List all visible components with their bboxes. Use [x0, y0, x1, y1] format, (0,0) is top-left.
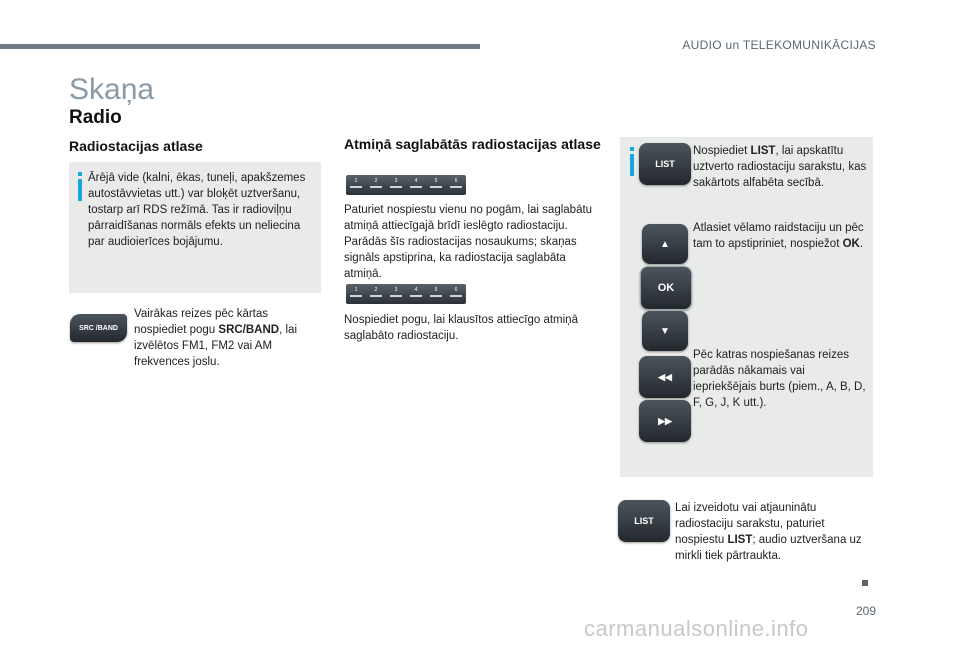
text-part: .: [859, 238, 864, 250]
preset-mark: [390, 295, 402, 297]
end-marker: [862, 580, 868, 586]
info-icon: [630, 154, 634, 176]
text-part: ; audio uztveršana uz mirkli tiek pārtraukta.: [675, 534, 862, 562]
ok-button-label: OK: [657, 282, 675, 294]
preset-6: [450, 287, 462, 297]
preset-mark: [370, 186, 382, 188]
rewind-button: [639, 356, 691, 398]
page-number: 209: [855, 604, 876, 618]
info-box: [69, 162, 321, 293]
src-band-text: [134, 306, 314, 370]
preset-mark: [410, 295, 422, 297]
text-part: , lai izvēlētos FM1, FM2 vai AM frekvences joslu.: [134, 324, 298, 368]
fast-forward-button: [639, 400, 691, 442]
up-arrow-button: [642, 224, 688, 264]
preset-4: [410, 178, 422, 188]
preset-mark: [450, 295, 462, 297]
preset-mark: [430, 186, 442, 188]
list-update-text: [675, 500, 873, 564]
text-part: Lai izveidotu vai atjauninātu radiostaciju sarakstu, paturiet nospiestu: [675, 502, 825, 546]
section-title: AUDIO un TELEKOMUNIKĀCIJAS: [682, 38, 876, 52]
ok-button: [640, 266, 692, 310]
list-button-label: LIST: [634, 516, 654, 526]
select-text: [693, 220, 868, 252]
watermark: carmanualsonline.info: [584, 616, 809, 641]
preset-label: 5: [434, 287, 438, 293]
preset-label: 3: [394, 178, 398, 184]
text-bold: LIST: [727, 534, 753, 546]
list-button: [639, 143, 691, 185]
preset-mark: [370, 295, 382, 297]
list-text: [693, 143, 868, 191]
preset-label: 1: [354, 287, 358, 293]
preset-row: [346, 284, 466, 297]
preset-label: 4: [414, 178, 418, 184]
info-icon: [78, 179, 82, 201]
preset-mark: [350, 186, 362, 188]
text-part: Atlasiet vēlamo raidstaciju un pēc tam to apstipriniet, nospiežot: [693, 222, 864, 250]
preset-row: [346, 175, 466, 188]
fast-forward-icon: ▶▶: [658, 415, 672, 426]
text-part: , lai apskatītu uztverto radiostaciju sarakstu, kas sakārtots alfabēta secībā.: [693, 145, 867, 189]
rewind-icon: ◀◀: [658, 371, 672, 382]
col2-heading: Atmiņā saglabātās radiostacijas atlase: [344, 136, 601, 152]
list-panel: [620, 137, 873, 477]
letter-text: Pēc katras nospiešanas reizes parādās nākamais vai iepriekšējais burts (piem., A, B, D, F, G, J, K utt.).: [693, 349, 866, 409]
preset-label: 6: [454, 178, 458, 184]
preset-label: 6: [454, 287, 458, 293]
src-band-button-label: SRC /BAND: [79, 324, 118, 332]
header-rule: [0, 44, 480, 49]
preset-mark: [430, 295, 442, 297]
down-arrow-icon: ▼: [660, 325, 670, 337]
preset-3: [390, 287, 402, 297]
preset-mark: [410, 186, 422, 188]
down-arrow-button: [642, 311, 688, 351]
preset-label: 4: [414, 287, 418, 293]
info-text: Ārējā vide (kalni, ēkas, tuneļi, apakšzemes autostāvvietas utt.) var bloķēt uztveršanu, tostarp arī RDS režīmā. Tas ir radioviļņu pārraidīšanas normāls efekts un neliecina par audioierīces bojājumu.: [88, 172, 306, 248]
preset-3: [390, 178, 402, 188]
preset-buttons-strip: [346, 175, 466, 195]
preset-1: [350, 178, 362, 188]
text-part: Nospiediet: [693, 145, 751, 157]
preset-label: 5: [434, 178, 438, 184]
text-bold: SRC/BAND: [218, 324, 280, 336]
list-button-label: LIST: [655, 159, 675, 169]
preset-5: [430, 178, 442, 188]
col2-para2: Nospiediet pogu, lai klausītos attiecīgo atmiņā saglabāto radiostaciju.: [344, 314, 578, 342]
preset-mark: [390, 186, 402, 188]
preset-label: 2: [374, 178, 378, 184]
preset-2: [370, 287, 382, 297]
preset-6: [450, 178, 462, 188]
preset-label: 2: [374, 287, 378, 293]
text-bold: OK: [842, 238, 860, 250]
preset-buttons-strip-2: [346, 284, 466, 304]
preset-label: 3: [394, 287, 398, 293]
list-button-2: [618, 500, 670, 542]
text-part: Vairākas reizes pēc kārtas nospiediet pogu: [134, 308, 269, 336]
preset-2: [370, 178, 382, 188]
src-band-button: [70, 314, 127, 342]
preset-4: [410, 287, 422, 297]
up-arrow-icon: ▲: [660, 238, 670, 250]
preset-label: 1: [354, 178, 358, 184]
preset-mark: [450, 186, 462, 188]
page-title: Skaņa: [69, 73, 155, 106]
preset-1: [350, 287, 362, 297]
page-subtitle: Radio: [69, 107, 122, 128]
text-bold: LIST: [750, 145, 776, 157]
preset-mark: [350, 295, 362, 297]
col1-heading: Radiostacijas atlase: [69, 138, 203, 154]
col2-para1: Paturiet nospiestu vienu no pogām, lai saglabātu atmiņā attiecīgajā brīdī ieslēgto radiostaciju. Parādās šīs radiostacijas nosaukums; skaņas signāls apstiprina, ka radiostacija saglabāta atmiņā.: [344, 204, 593, 280]
preset-5: [430, 287, 442, 297]
